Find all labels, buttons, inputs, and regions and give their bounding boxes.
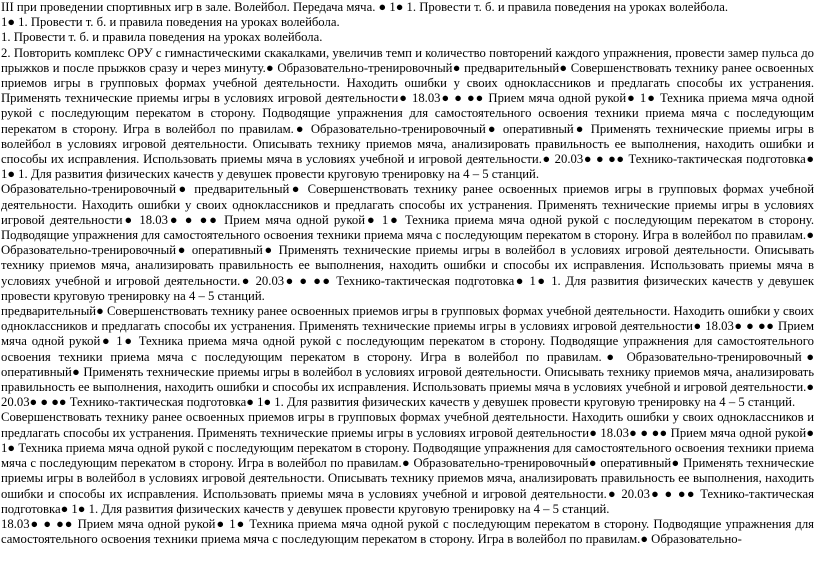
paragraph-safety-1: 1● 1. Провести т. б. и правила поведения на уроках волейбола. [1,15,340,30]
paragraph-training-2: предварительный● Совершенствовать технику ранее освоенных приемов игры в групповых формах учебной деятельности. Находить ошибки у своих одноклассников и предлагать способы их устранения. Применять технические приемы игры в условиях игровой деятельности● 18.03● ● ●● Прием мяча одной рукой● 1● Техника приема мяча одной рукой с последующим перекатом в сторону. Подводящие упражнения для самостоятельного освоения техники приема мяча с последующим перекатом в сторону. Игра в волейбол по правилам.● Образовательно-тренировочный● оперативный● Применять технические приемы игры в волейбол в условиях игровой деятельности. Описывать технику приемов мяча, анализировать правильность ее выполнения, находить ошибки и способы их исправления. Использовать приемы мяча в условиях учебной и игровой деятельности.● 20.03● ● ●● Технико-тактическая подготовка● 1● 1. Для развития физических качеств у девушек провести круговую тренировку на 4 – 5 станций. [1,304,814,410]
paragraph-training-4: 18.03● ● ●● Прием мяча одной рукой● 1● Техника приема мяча одной рукой с последующим перекатом в сторону. Подводящие упражнения для самостоятельного освоения техники приема мяча с последующим перекатом в сторону. Игра в волейбол по правилам.● Образовательно- [1,516,814,547]
paragraph-title-line: ІІІ при проведении спортивных игр в зале. Волейбол. Передача мяча. ● 1● 1. Провести т. б. и правила поведения на уроках волейбола. [1,0,728,14]
paragraph-oru-complex: 2. Повторить комплекс ОРУ с гимнастическими скакалками, увеличив темп и количество повторений каждого упражнения, провести замер пульса до прыжков и после прыжков сразу и через минуту.● Образовательно-тренировочный● предварительный● Совершенствовать технику ранее освоенных приемов игры в групповых формах учебной деятельности. Находить ошибки у своих одноклассников и предлагать способы их устранения. Применять технические приемы игры в условиях игровой деятельности● 18.03● ● ●● Прием мяча одной рукой● 1● Техника приема мяча одной рукой с последующим перекатом в сторону. Подводящие упражнения для самостоятельного освоения техники приема мяча с последующим перекатом в сторону. Игра в волейбол по правилам.● Образовательно-тренировочный● оперативный● Применять технические приемы игры в волейбол в условиях игровой деятельности. Описывать технику приемов мяча, анализировать правильность ее выполнения, находить ошибки и способы их исправления. Использовать приемы мяча в условиях учебной и игровой деятельности.● 20.03● ● ●● Технико-тактическая подготовка● 1● 1. Для развития физических качеств у девушек провести круговую тренировку на 4 – 5 станций. [1,45,814,182]
paragraph-training-3: Совершенствовать технику ранее освоенных приемов игры в групповых формах учебной деятельности. Находить ошибки у своих одноклассников и предлагать способы их устранения. Применять технические приемы игры в условиях игровой деятельности● 18.03● ● ●● Прием мяча одной рукой● 1● Техника приема мяча одной рукой с последующим перекатом в сторону. Подводящие упражнения для самостоятельного освоения техники приема мяча с последующим перекатом в сторону. Игра в волейбол по правилам.● Образовательно-тренировочный● оперативный● Применять технические приемы игры в волейбол в условиях игровой деятельности. Описывать технику приемов мяча, анализировать правильность ее выполнения, находить ошибки и способы их исправления. Использовать приемы мяча в условиях учебной и игровой деятельности.● 20.03● ● ●● Технико-тактическая подготовка● 1● 1. Для развития физических качеств у девушек провести круговую тренировку на 4 – 5 станций. [1,410,814,516]
paragraph-training-1: Образовательно-тренировочный● предварительный● Совершенствовать технику ранее освоенных приемов игры в групповых формах учебной деятельности. Находить ошибки у своих одноклассников и предлагать способы их устранения. Применять технические приемы игры в условиях игровой деятельности● 18.03● ● ●● Прием мяча одной рукой● 1● Техника приема мяча одной рукой с последующим перекатом в сторону. Подводящие упражнения для самостоятельного освоения техники приема мяча с последующим перекатом в сторону. Игра в волейбол по правилам.● Образовательно-тренировочный● оперативный● Применять технические приемы игры в волейбол в условиях игровой деятельности. Описывать технику приемов мяча, анализировать правильность ее выполнения, находить ошибки и способы их исправления. Использовать приемы мяча в условиях учебной и игровой деятельности.● 20.03● ● ●● Технико-тактическая подготовка● 1● 1. Для развития физических качеств у девушек провести круговую тренировку на 4 – 5 станций. [1,182,814,303]
paragraph-safety-2: 1. Провести т. б. и правила поведения на уроках волейбола. [1,30,323,45]
